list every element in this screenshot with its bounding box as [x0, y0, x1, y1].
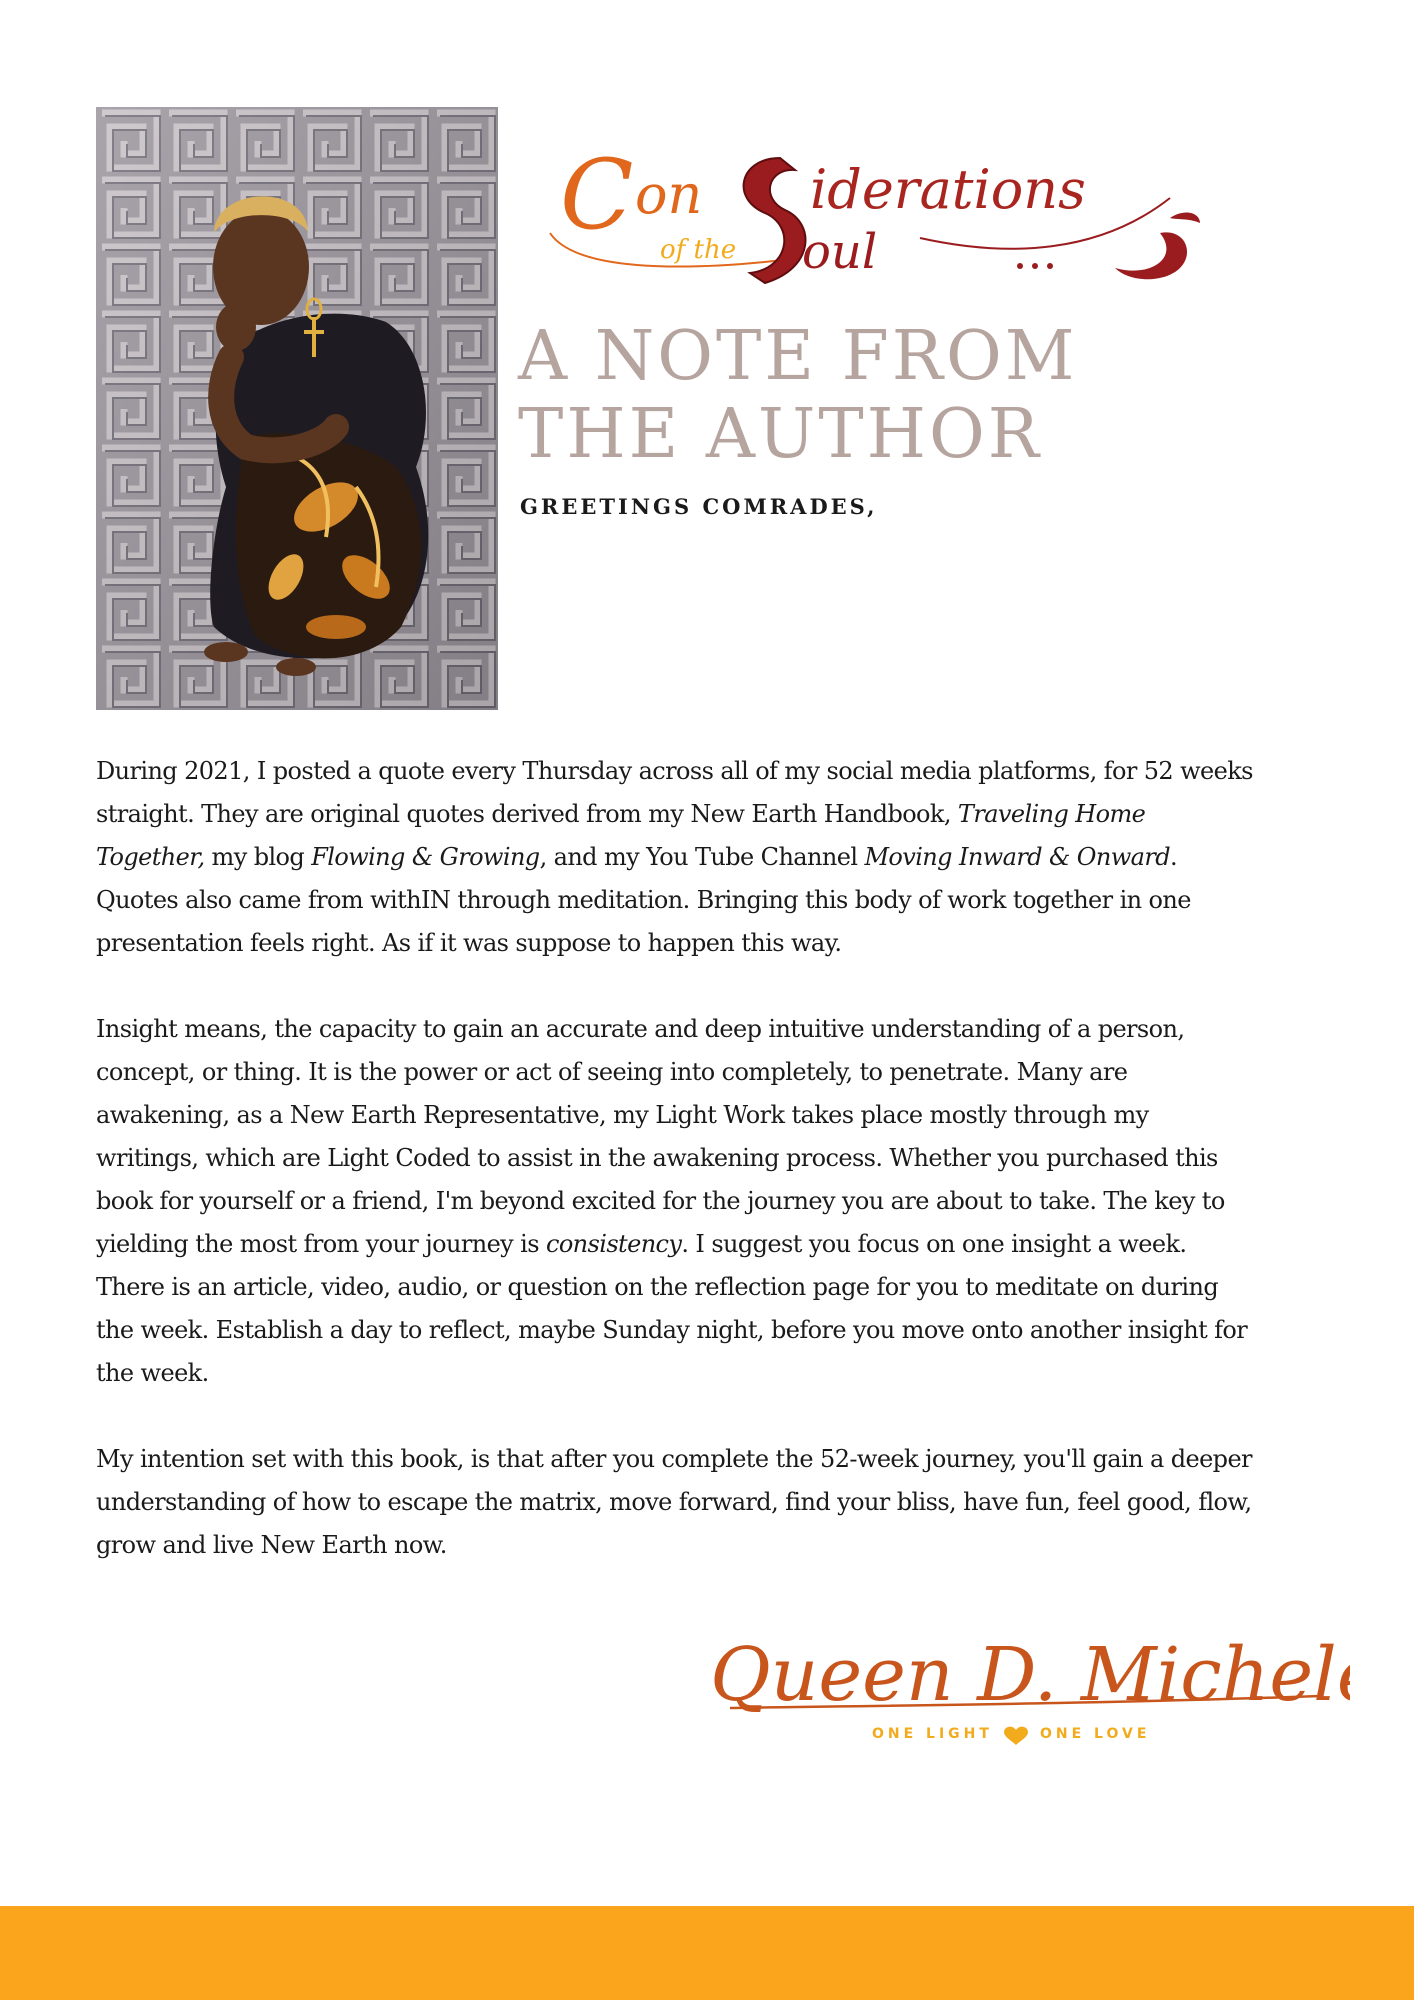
paragraph-2-text-a: Insight means, the capacity to gain an accurate and deep intuitive understanding of a person, concept, or thing. It is the power or act of seeing into completely, to penetrate. Many are awakening, as a New Earth Representative, my Light Work takes place mostly through my writings, which are Light Coded to assist in the awakening process. Whether you purchased this book for yourself or a friend, I'm beyond excited for the journey you are about to take. The key to yielding the most from your journey is: [96, 1015, 1225, 1258]
paragraph-1-text-b: my blog: [204, 843, 312, 871]
paragraph-2: [96, 1008, 1256, 1395]
author-photo-image: [96, 107, 498, 710]
svg-text:on: on: [635, 163, 703, 226]
author-signature: [700, 1610, 1350, 1750]
channel-title-moving-inward-onward: Moving Inward & Onward: [864, 843, 1171, 871]
signature-tagline-right: ONE LOVE: [1040, 1726, 1151, 1742]
svg-text:of the: of the: [660, 235, 737, 265]
paragraph-3: My intention set with this book, is that after you complete the 52-week journey, you'll gain a deeper understanding of how to escape the matrix, move forward, find your bliss, have fun, feel good, flow, grow and live New Earth now.: [96, 1445, 1252, 1559]
svg-text:oul: oul: [802, 224, 878, 280]
paragraph-2-text-b: . I suggest you focus on one insight a week. There is an article, video, audio, or question on the reflection page for you to meditate on during the week. Establish a day to reflect, maybe Sunday night, before you move onto another insight for the week.: [96, 1230, 1248, 1387]
svg-text:iderations: iderations: [810, 158, 1086, 221]
paragraph-1-text-d: . Quotes also came from withIN through meditation. Bringing this body of work together in one presentation feels right. As if it was suppose to happen this way.: [96, 843, 1191, 957]
signature-graphic: [700, 1610, 1350, 1750]
svg-text:C: C: [560, 139, 634, 251]
emphasis-consistency: consistency: [545, 1230, 682, 1258]
page-title-line-2: THE AUTHOR: [518, 395, 1042, 474]
footer-band: [0, 1906, 1414, 2000]
paragraph-1: [96, 750, 1256, 965]
considerations-of-the-soul-logo: [540, 118, 1210, 298]
greeting: GREETINGS COMRADES,: [520, 494, 878, 519]
book-title-traveling-home-together: Traveling Home Together,: [96, 800, 1146, 871]
logo-wordmark: [540, 118, 1210, 298]
paragraph-1-text-a: During 2021, I posted a quote every Thursday across all of my social media platforms, for 52 weeks straight. They are original quotes derived from my New Earth Handbook,: [96, 757, 1253, 828]
heart-icon: [1004, 1727, 1028, 1745]
author-photo: [96, 107, 498, 710]
signature-name: Queen D. Michele: [710, 1632, 1350, 1718]
letter-body: [96, 750, 1256, 1610]
blog-title-flowing-growing: Flowing & Growing: [311, 843, 540, 871]
page-title-line-1: A NOTE FROM: [518, 317, 1078, 396]
paragraph-1-text-c: , and my You Tube Channel: [539, 843, 865, 871]
signature-tagline-left: ONE LIGHT: [872, 1726, 993, 1742]
page-title: [518, 318, 1077, 474]
